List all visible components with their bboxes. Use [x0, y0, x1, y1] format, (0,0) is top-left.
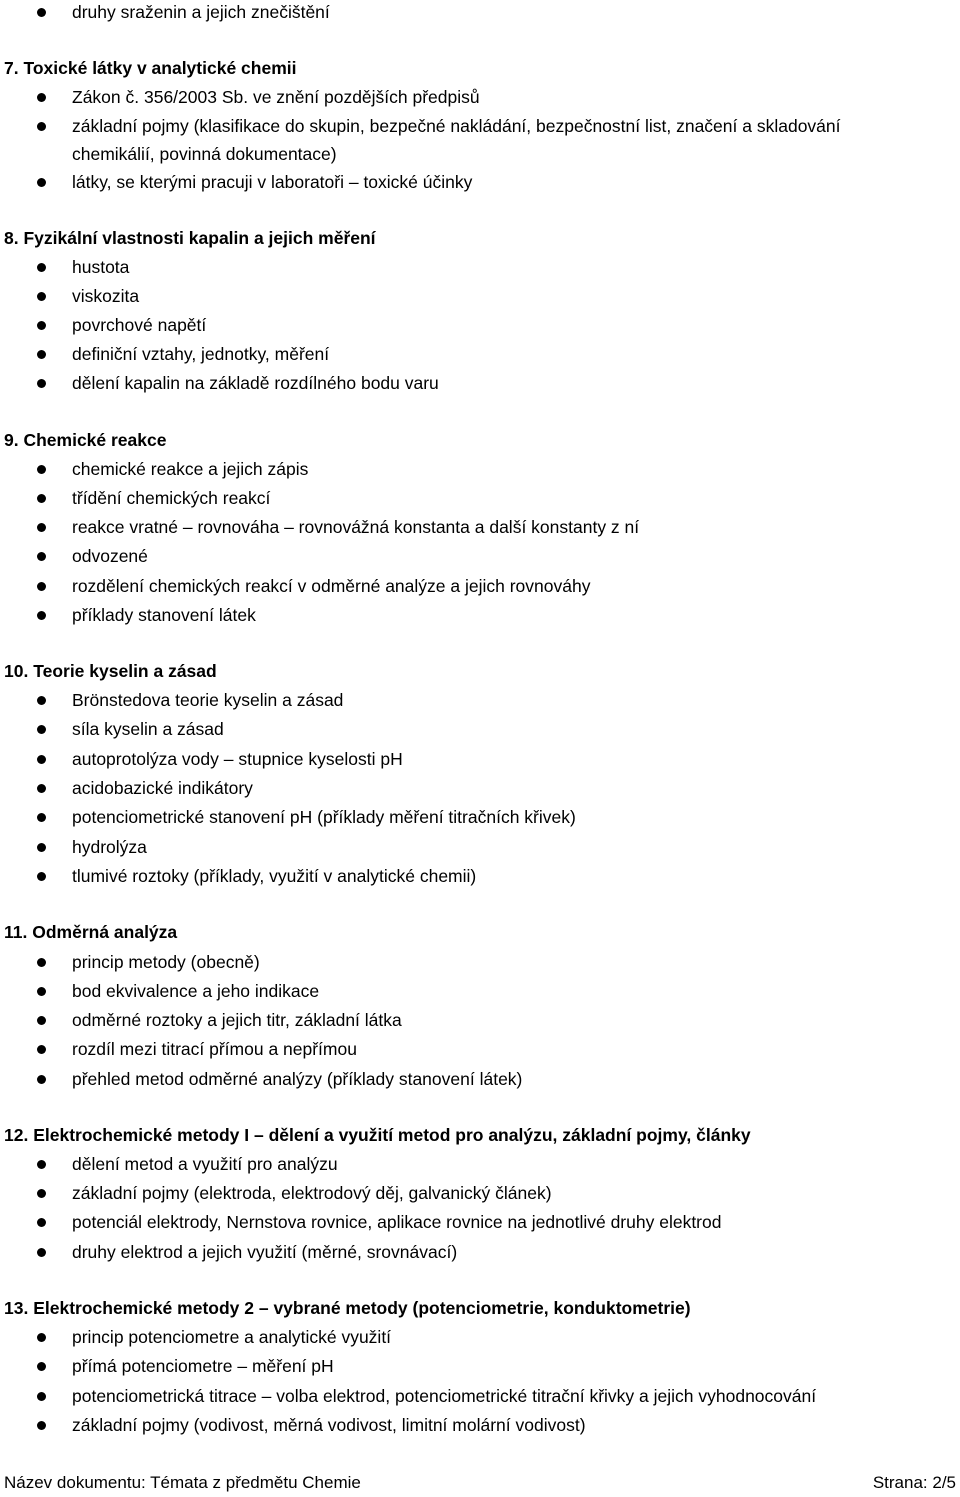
list-item-text: hustota: [72, 257, 130, 277]
bullet-icon: [37, 178, 46, 187]
list-item-text: definiční vztahy, jednotky, měření: [72, 344, 330, 364]
section-heading: 13. Elektrochemické metody 2 – vybrané metody (potenciometrie, konduktometrie): [4, 1298, 691, 1318]
bullet-icon: [37, 1218, 46, 1227]
list-item-text: přímá potenciometre – měření pH: [72, 1356, 334, 1376]
list-item-text: odvozené: [72, 546, 148, 566]
bullet-icon: [37, 292, 46, 301]
list-item-text: hydrolýza: [72, 837, 147, 857]
list-item-text: chemikálií, povinná dokumentace): [72, 144, 337, 164]
list-item-text: přehled metod odměrné analýzy (příklady stanovení látek): [72, 1069, 523, 1089]
bullet-icon: [37, 813, 46, 822]
bullet-icon: [37, 122, 46, 131]
list-item-text: rozdíl mezi titrací přímou a nepřímou: [72, 1039, 357, 1059]
list-item-text: reakce vratné – rovnováha – rovnovážná konstanta a další konstanty z ní: [72, 517, 640, 537]
bullet-icon: [37, 263, 46, 272]
list-item-text: potenciometrická titrace – volba elektrod, potenciometrické titrační křivky a jejich vyhodnocování: [72, 1386, 817, 1406]
list-item-text: síla kyselin a zásad: [72, 719, 224, 739]
bullet-icon: [37, 8, 46, 17]
bullet-icon: [37, 1248, 46, 1257]
list-item-text: tlumivé roztoky (příklady, využití v analytické chemii): [72, 866, 477, 886]
bullet-icon: [37, 725, 46, 734]
bullet-icon: [37, 755, 46, 764]
section-heading: 12. Elektrochemické metody I – dělení a využití metod pro analýzu, základní pojmy, články: [4, 1125, 751, 1145]
list-item-text: základní pojmy (elektroda, elektrodový děj, galvanický článek): [72, 1183, 552, 1203]
bullet-icon: [37, 1160, 46, 1169]
bullet-icon: [37, 1362, 46, 1371]
bullet-icon: [37, 958, 46, 967]
list-item-text: potenciál elektrody, Nernstova rovnice, aplikace rovnice na jednotlivé druhy elektrod: [72, 1212, 722, 1232]
list-item-text: druhy elektrod a jejich využití (měrné, srovnávací): [72, 1242, 458, 1262]
section-heading: 11. Odměrná analýza: [4, 922, 178, 942]
list-item-text: druhy sraženin a jejich znečištění: [72, 2, 330, 22]
list-item-text: princip metody (obecně): [72, 952, 260, 972]
list-item-text: chemické reakce a jejich zápis: [72, 459, 309, 479]
bullet-icon: [37, 872, 46, 881]
list-item-text: bod ekvivalence a jeho indikace: [72, 981, 320, 1001]
list-item-text: Brönstedova teorie kyselin a zásad: [72, 690, 344, 710]
list-item-text: základní pojmy (vodivost, měrná vodivost, limitní molární vodivost): [72, 1415, 586, 1435]
bullet-icon: [37, 611, 46, 620]
list-item-text: Zákon č. 356/2003 Sb. ve znění pozdějších předpisů: [72, 87, 480, 107]
list-item-text: látky, se kterými pracuji v laboratoři – toxické účinky: [72, 172, 473, 192]
section-heading: 8. Fyzikální vlastnosti kapalin a jejich měření: [4, 228, 376, 248]
section-heading: 9. Chemické reakce: [4, 430, 167, 450]
footer-document-name: Název dokumentu: Témata z předmětu Chemie: [4, 1473, 361, 1492]
bullet-icon: [37, 1016, 46, 1025]
list-item-text: dělení metod a využití pro analýzu: [72, 1154, 338, 1174]
section-heading: 7. Toxické látky v analytické chemii: [4, 58, 297, 78]
bullet-icon: [37, 494, 46, 503]
bullet-icon: [37, 350, 46, 359]
bullet-icon: [37, 696, 46, 705]
bullet-icon: [37, 784, 46, 793]
bullet-icon: [37, 523, 46, 532]
list-item-text: povrchové napětí: [72, 315, 207, 335]
section-heading: 10. Teorie kyselin a zásad: [4, 661, 217, 681]
bullet-icon: [37, 93, 46, 102]
list-item-text: potenciometrické stanovení pH (příklady měření titračních křivek): [72, 807, 576, 827]
bullet-icon: [37, 1045, 46, 1054]
list-item-text: acidobazické indikátory: [72, 778, 253, 798]
bullet-icon: [37, 1075, 46, 1084]
bullet-icon: [37, 1333, 46, 1342]
footer-page-number: Strana: 2/5: [872, 1473, 956, 1492]
bullet-icon: [37, 1392, 46, 1401]
bullet-icon: [37, 1189, 46, 1198]
list-item-text: odměrné roztoky a jejich titr, základní látka: [72, 1010, 402, 1030]
bullet-icon: [37, 1421, 46, 1430]
bullet-icon: [37, 379, 46, 388]
list-item-text: třídění chemických reakcí: [72, 488, 271, 508]
list-item-text: dělení kapalin na základě rozdílného bodu varu: [72, 373, 439, 393]
list-item-text: viskozita: [72, 286, 140, 306]
list-item-text: rozdělení chemických reakcí v odměrné analýze a jejich rovnováhy: [72, 576, 591, 596]
list-item-text: autoprotolýza vody – stupnice kyselosti pH: [72, 749, 403, 769]
bullet-icon: [37, 552, 46, 561]
bullet-icon: [37, 843, 46, 852]
bullet-icon: [37, 987, 46, 996]
list-item-text: princip potenciometre a analytické využití: [72, 1327, 392, 1347]
bullet-icon: [37, 321, 46, 330]
bullet-icon: [37, 582, 46, 591]
bullet-icon: [37, 465, 46, 474]
list-item-text: základní pojmy (klasifikace do skupin, bezpečné nakládání, bezpečnostní list, značení a skladování: [72, 116, 841, 136]
list-item-text: příklady stanovení látek: [72, 605, 256, 625]
